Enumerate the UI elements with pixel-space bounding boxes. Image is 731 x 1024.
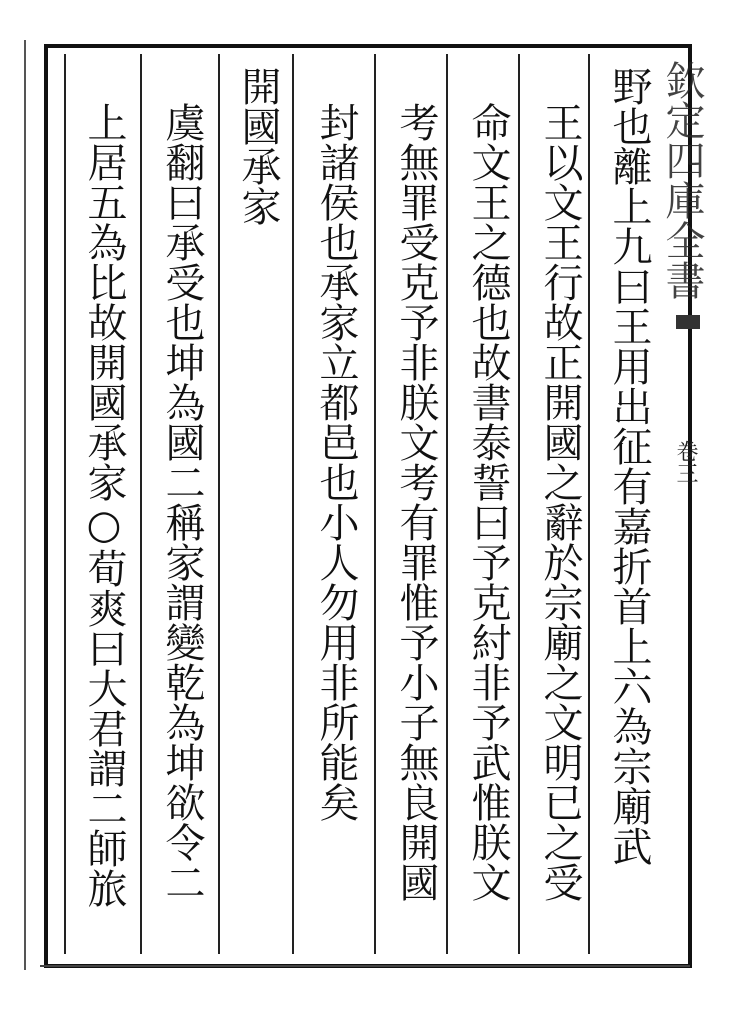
text-column-8: 上居五為比故開國承家○荀爽曰大君謂二師旅 [81,102,127,908]
bottom-edge-line [40,965,690,967]
column-rule [218,54,220,954]
column-rule [64,54,66,954]
text-column-7: 虞翻曰承受也坤為國二稱家謂變乾為坤欲令二 [159,102,205,902]
volume-label: 卷三 [673,440,698,484]
text-column-4: 考無罪受克予非朕文考有罪惟予小子無良開國 [393,102,439,902]
column-rule [588,54,590,954]
column-rule [446,54,448,954]
column-rule [518,54,520,954]
text-column-5: 封諸侯也承家立都邑也小人勿用非所能矣 [313,102,359,822]
column-rule [292,54,294,954]
page-edge-line [24,40,26,970]
book-title-margin: 欽定四庫全書 [659,60,705,300]
fold-mark [676,315,700,329]
text-column-3: 命文王之德也故書泰誓曰予克紂非予武惟朕文 [465,102,511,902]
text-column-2: 王以文王行故正開國之辭於宗廟之文明已之受 [537,102,583,902]
column-rule [374,54,376,954]
text-column-1: 野也離上九曰王用出征有嘉折首上六為宗廟武 [606,66,652,866]
text-column-6-heading: 開國承家 [235,66,281,226]
column-rule [140,54,142,954]
